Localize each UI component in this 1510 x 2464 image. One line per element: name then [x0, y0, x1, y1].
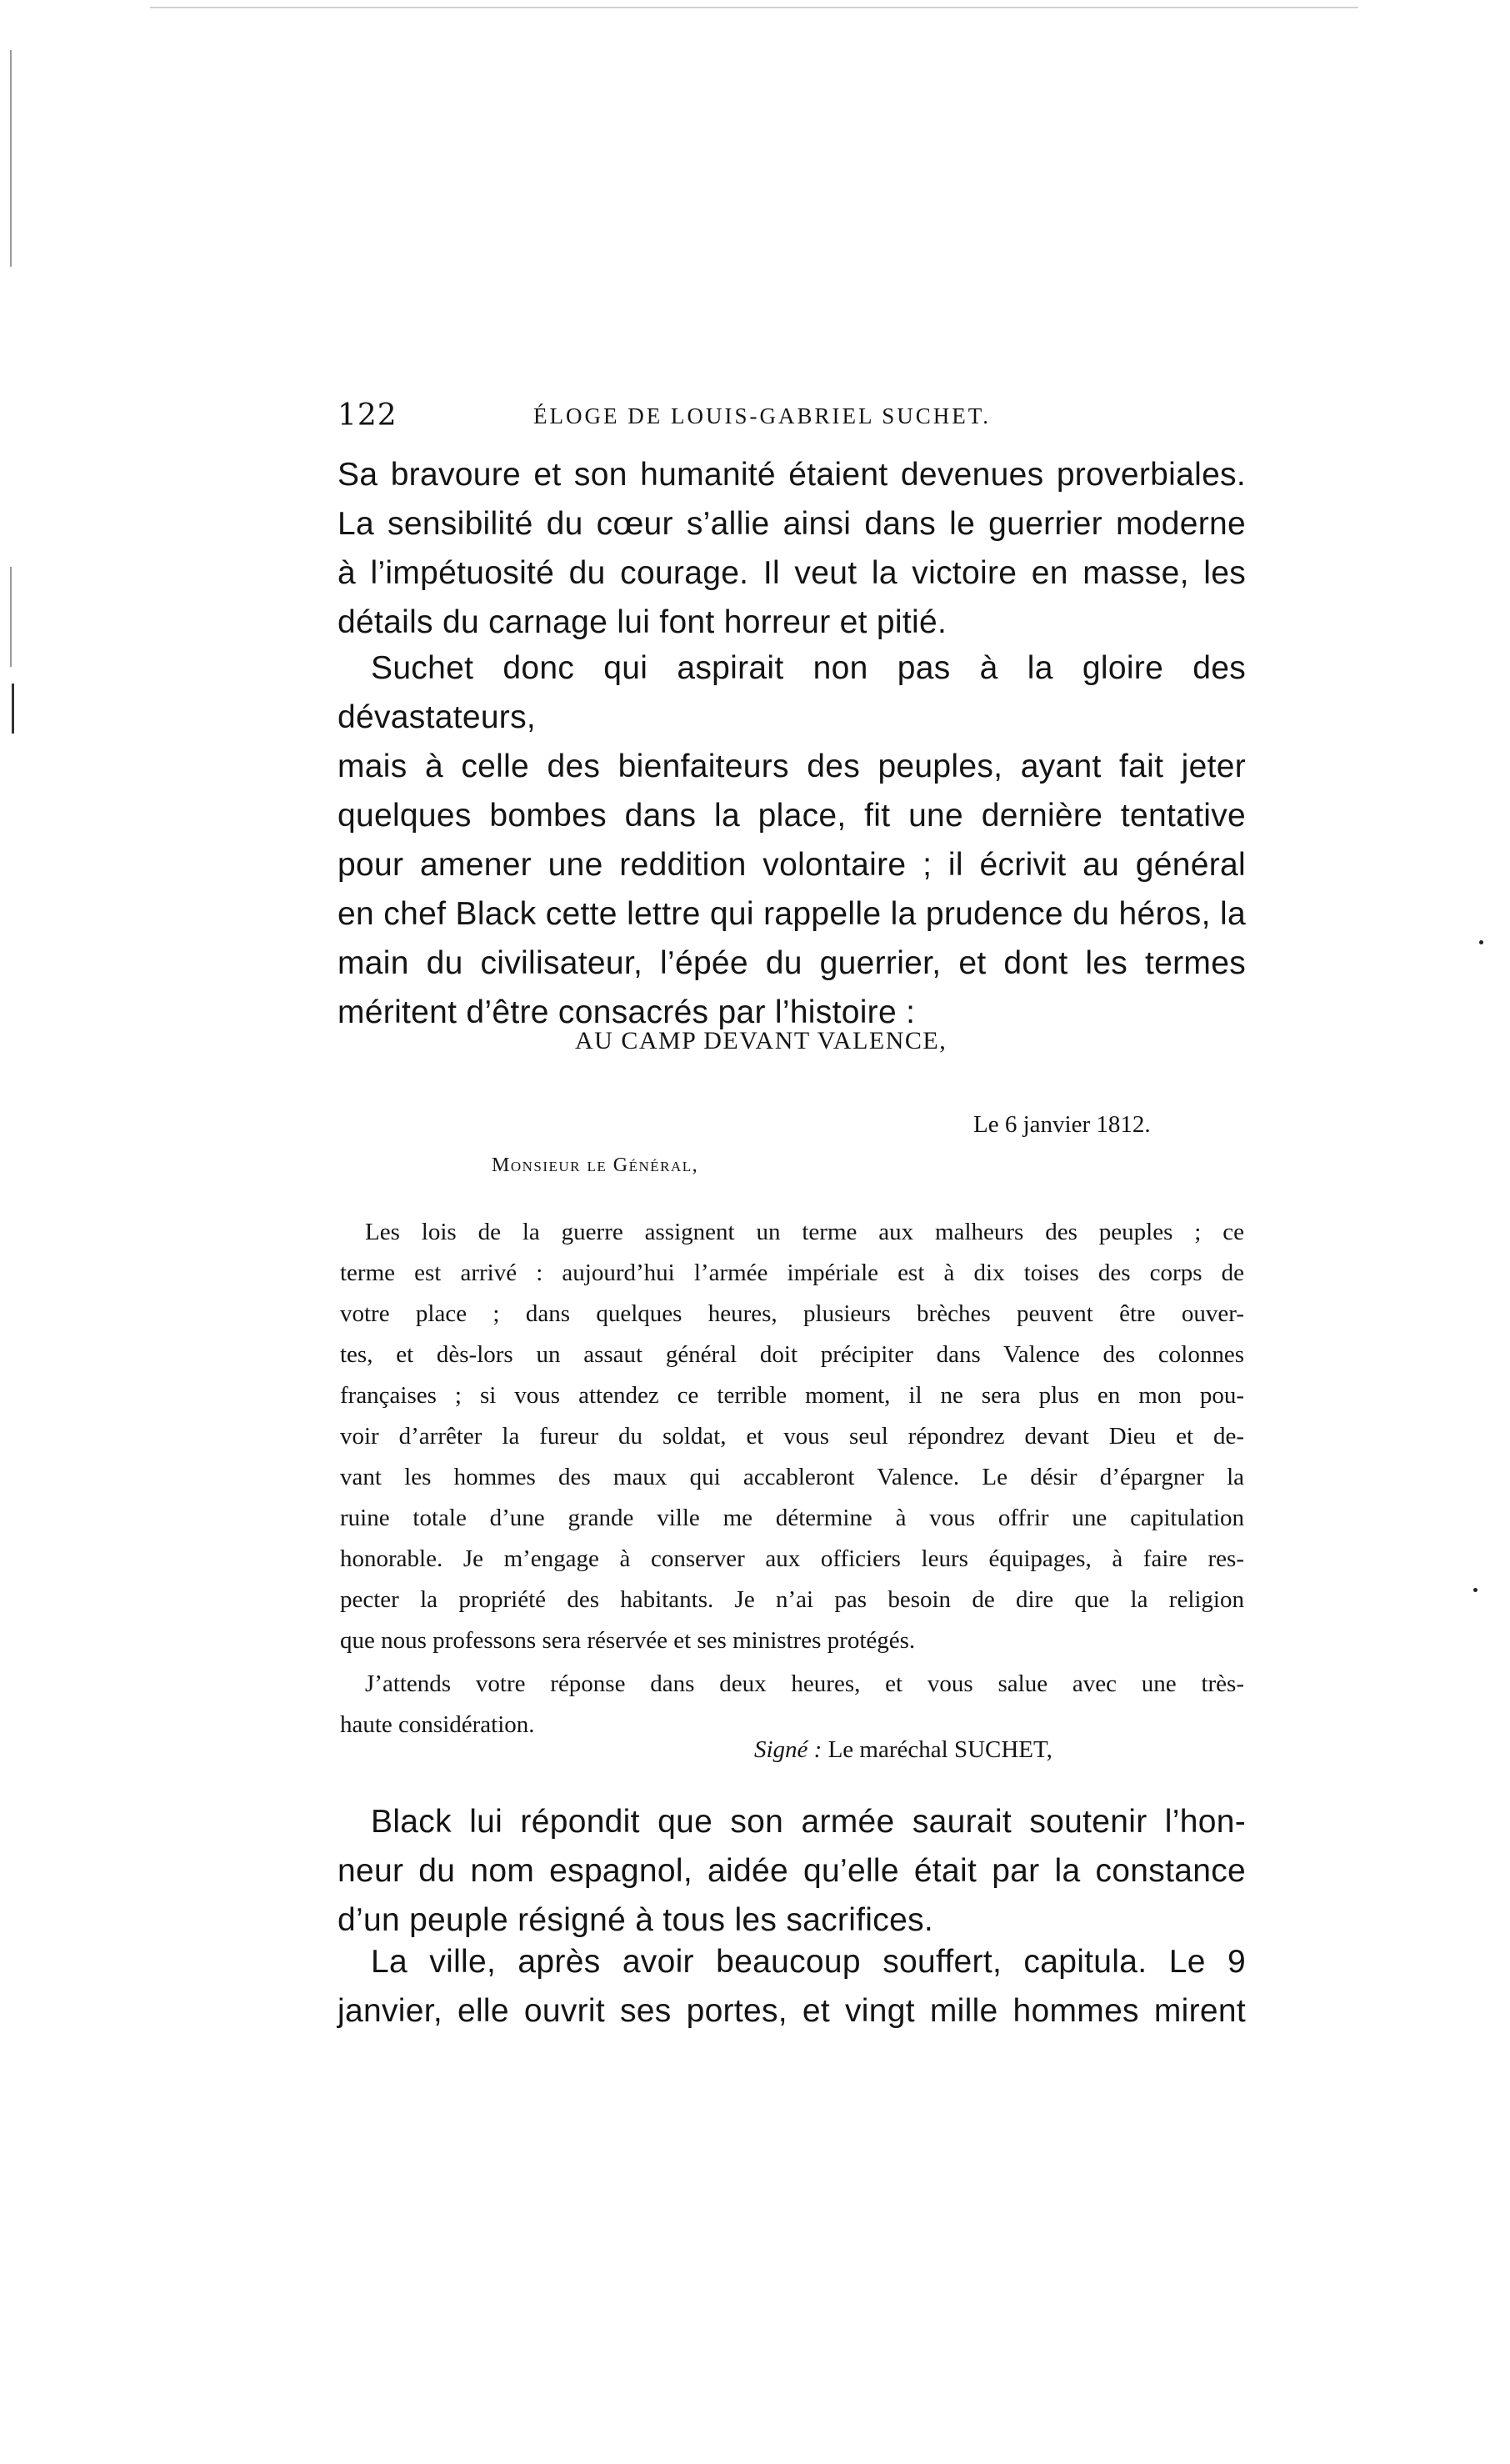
letter-line: Les lois de la guerre assignent un terme aux malheurs des peuples ; ce	[365, 1219, 1244, 1245]
running-title: ÉLOGE DE LOUIS-GABRIEL SUCHET.	[533, 403, 991, 428]
text-line: neur du nom espagnol, aidée qu’elle était par la constance	[338, 1853, 1246, 1889]
text-line: Suchet donc qui aspirait non pas à la gloire des dévastateurs,	[338, 650, 1246, 735]
letter-closing	[340, 1664, 1244, 1745]
text-line: en chef Black cette lettre qui rappelle la prudence du héros, la	[338, 896, 1246, 932]
letter-body	[340, 1212, 1244, 1661]
letter-line: honorable. Je m’engage à conserver aux officiers leurs équipages, à faire res-	[340, 1545, 1244, 1572]
scan-dot	[1473, 1588, 1478, 1592]
paragraph-4	[338, 1937, 1246, 2036]
text-line: La ville, après avoir beaucoup souffert, capitula. Le 9	[371, 1944, 1246, 1980]
scan-edge-line	[12, 684, 14, 734]
signer-name: Le maréchal SUCHET,	[828, 1736, 1052, 1763]
scan-dot	[1479, 940, 1483, 944]
letter-line: ruine totale d’une grande ville me détermine à vous offrir une capitulation	[340, 1505, 1244, 1531]
letter-salutation: Monsieur le Général,	[492, 1154, 699, 1176]
letter-line: haute considération.	[340, 1711, 535, 1738]
letter-line: pecter la propriété des habitants. Je n’ai pas besoin de dire que la religion	[340, 1586, 1244, 1613]
text-line: méritent d’être consacrés par l’histoire :	[338, 994, 916, 1030]
text-line: main du civilisateur, l’épée du guerrier, et dont les termes	[338, 945, 1246, 981]
text-line: détails du carnage lui font horreur et pitié.	[338, 604, 948, 640]
text-line: pour amener une reddition volontaire ; il écrivit au général	[338, 847, 1246, 883]
page-number: 122	[338, 398, 398, 433]
signed-label: Signé :	[754, 1736, 822, 1763]
paragraph-3	[338, 1797, 1246, 1945]
text-line: quelques bombes dans la place, fit une dernière tentative	[338, 798, 1246, 834]
scan-edge-line	[10, 567, 12, 667]
letter-date: Le 6 janvier 1812.	[973, 1111, 1151, 1138]
text-line: d’un peuple résigné à tous les sacrifices.	[338, 1902, 933, 1938]
letter-line: votre place ; dans quelques heures, plusieurs brèches peuvent être ouver-	[340, 1300, 1244, 1327]
paragraph-2	[338, 644, 1246, 1037]
text-line: janvier, elle ouvrit ses portes, et vingt mille hommes mirent	[338, 1993, 1246, 2029]
letter-line: françaises ; si vous attendez ce terrible moment, il ne sera plus en mon pou-	[340, 1382, 1244, 1409]
letter-line: voir d’arrêter la fureur du soldat, et vous seul répondrez devant Dieu et de-	[340, 1423, 1244, 1450]
letter-heading: AU CAMP DEVANT VALENCE,	[575, 1027, 948, 1054]
text-line: mais à celle des bienfaiteurs des peuples, ayant fait jeter	[338, 749, 1246, 784]
scan-edge-line	[150, 7, 1358, 8]
scan-edge-line	[10, 50, 12, 267]
text-line: Sa bravoure et son humanité étaient devenues proverbiales.	[338, 457, 1246, 493]
letter-line: J’attends votre réponse dans deux heures, et vous salue avec une très-	[365, 1670, 1244, 1697]
letter-signature	[754, 1736, 1052, 1764]
text-line: à l’impétuosité du courage. Il veut la victoire en masse, les	[338, 555, 1246, 591]
letter-line: tes, et dès-lors un assaut général doit précipiter dans Valence des colonnes	[340, 1341, 1244, 1368]
letter-line: terme est arrivé : aujourd’hui l’armée impériale est à dix toises des corps de	[340, 1260, 1244, 1286]
letter-line: vant les hommes des maux qui accableront Valence. Le désir d’épargner la	[340, 1464, 1244, 1490]
text-line: La sensibilité du cœur s’allie ainsi dans le guerrier moderne	[338, 506, 1246, 542]
paragraph-1	[338, 450, 1246, 647]
running-head	[338, 398, 1246, 448]
text-line: Black lui répondit que son armée saurait soutenir l’hon-	[371, 1804, 1246, 1840]
letter-line: que nous professons sera réservée et ses ministres protégés.	[340, 1627, 916, 1654]
